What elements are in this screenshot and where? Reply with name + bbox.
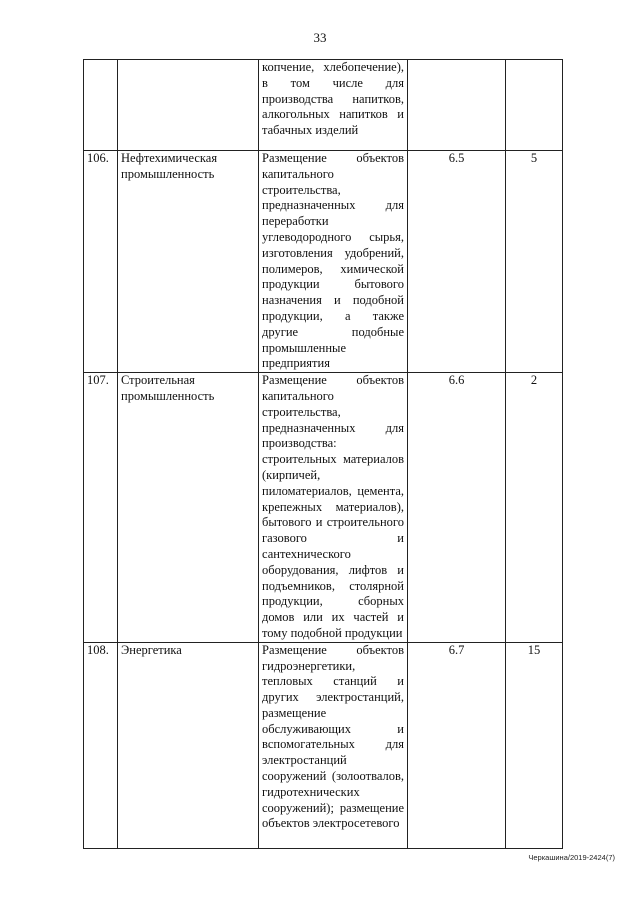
row-code: 6.7 bbox=[408, 642, 506, 848]
table-row bbox=[84, 642, 563, 848]
land-use-table bbox=[83, 59, 563, 849]
row-name: Нефтехимическая промышленность bbox=[118, 151, 259, 373]
table-row bbox=[84, 373, 563, 643]
page-number: 33 bbox=[313, 30, 327, 45]
row-value bbox=[506, 60, 563, 151]
row-description: копчение, хлебопечение), в том числе для производства напитков, алкогольных напитков и табачных изделий bbox=[259, 60, 408, 151]
table-row bbox=[84, 60, 563, 151]
row-value: 2 bbox=[506, 373, 563, 643]
row-number: 108. bbox=[84, 642, 118, 848]
row-description: Размещение объектов гидроэнергетики, тепловых станций и других электростанций, размещение обслуживающих и вспомогательных для электростанций сооружений (золоотвалов, гидротехнических сооружений); размещение объектов электросетевого bbox=[259, 642, 408, 848]
row-name: Энергетика bbox=[118, 642, 259, 848]
row-number: 107. bbox=[84, 373, 118, 643]
row-code bbox=[408, 60, 506, 151]
row-name bbox=[118, 60, 259, 151]
row-number: 106. bbox=[84, 151, 118, 373]
row-code: 6.5 bbox=[408, 151, 506, 373]
document-footer-code: Черкашина/2019-2424(7) bbox=[528, 853, 615, 862]
row-description: Размещение объектов капитального строительства, предназначенных для переработки углеводородного сырья, изготовления удобрений, полимеров, химической продукции бытового назначения и подобной продукции, а также другие подобные промышленные предприятия bbox=[259, 151, 408, 373]
row-value: 5 bbox=[506, 151, 563, 373]
row-name: Строительная промышленность bbox=[118, 373, 259, 643]
row-value: 15 bbox=[506, 642, 563, 848]
row-number bbox=[84, 60, 118, 151]
row-code: 6.6 bbox=[408, 373, 506, 643]
row-description: Размещение объектов капитального строительства, предназначенных для производства: строительных материалов (кирпичей, пиломатериалов, цемента, крепежных материалов), бытового и строительного газового и сантехнического оборудования, лифтов и подъемников, столярной продукции, сборных домов или их частей и тому подобной продукции bbox=[259, 373, 408, 643]
table-row bbox=[84, 151, 563, 373]
